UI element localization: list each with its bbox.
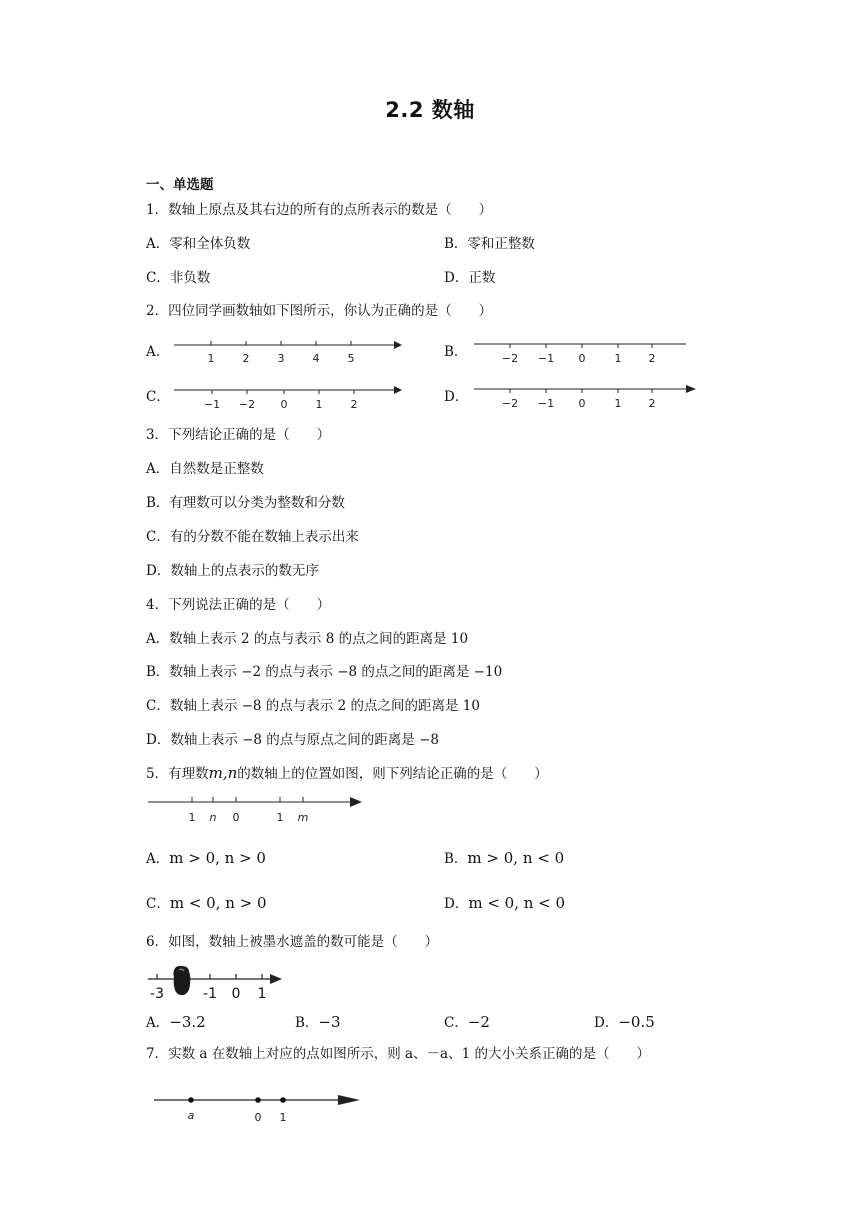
q5-option-d-math: m < 0, n < 0	[468, 894, 566, 912]
q5-option-a-math: m > 0, n > 0	[169, 849, 266, 867]
q2b-tick-label: 1	[614, 352, 622, 365]
q5-number-line	[146, 794, 366, 828]
q1-option-a: A．零和全体负数	[146, 236, 251, 252]
q5-tick-label: m	[297, 811, 309, 824]
q6-option-a-label: A．	[146, 1015, 170, 1031]
q2-number-line-c	[170, 380, 402, 414]
q7-point-zero	[255, 1097, 261, 1103]
q2-option-c: C．	[146, 389, 170, 405]
q2a-tick-label: 1	[207, 352, 215, 365]
q2a-tick-label: 5	[347, 352, 355, 365]
ink-blot-icon	[174, 966, 191, 995]
q4-option-c: C．数轴上表示 −8 的点与表示 2 的点之间的距离是 10	[146, 698, 480, 714]
q2a-tick-label: 3	[277, 352, 285, 365]
q2c-tick-label: 1	[315, 398, 323, 411]
q7-point-a	[188, 1097, 194, 1103]
q2b-tick-label: −1	[537, 352, 555, 365]
q2-number-line-a	[170, 334, 402, 368]
q6-option-d-label: D．	[594, 1015, 619, 1031]
q5-option-d-label: D．	[444, 896, 469, 912]
q2c-tick-label: −1	[203, 398, 221, 411]
q5-tick-label: 1	[276, 811, 284, 824]
q5-option-b	[444, 849, 564, 868]
q6-tick-label: -3	[150, 986, 164, 1002]
q6-option-a-value: −3.2	[169, 1013, 206, 1031]
q6-option-b-value: −3	[318, 1013, 341, 1031]
q3-option-b: B．有理数可以分类为整数和分数	[146, 495, 345, 511]
q5-option-d	[444, 894, 565, 913]
q2c-tick-label: −2	[238, 398, 256, 411]
q3-stem: 3．下列结论正确的是（ ）	[146, 427, 331, 443]
q5-option-c	[146, 894, 267, 913]
q3-option-c: C．有的分数不能在数轴上表示出来	[146, 529, 359, 545]
q2b-tick-label: 2	[648, 352, 656, 365]
q2c-tick-label: 0	[280, 398, 288, 411]
q5-option-a	[146, 849, 266, 868]
q4-option-a: A．数轴上表示 2 的点与表示 8 的点之间的距离是 10	[146, 631, 469, 647]
q2-option-a: A．	[146, 344, 170, 360]
q1-option-d: D．正数	[444, 270, 496, 286]
q6-option-b-label: B．	[295, 1015, 319, 1031]
q5-stem-vars: m,n	[208, 764, 238, 782]
q5-option-a-label: A．	[146, 851, 170, 867]
q5-option-c-label: C．	[146, 896, 170, 912]
section-heading: 一、单选题	[146, 177, 214, 193]
q1-option-c: C．非负数	[146, 270, 211, 286]
q2-stem: 2．四位同学画数轴如下图所示，你认为正确的是（ ）	[146, 303, 493, 319]
q5-stem-pre: 5．有理数	[146, 766, 209, 782]
q6-option-b	[295, 1013, 341, 1032]
q4-option-d: D．数轴上表示 −8 的点与原点之间的距离是 −8	[146, 732, 439, 748]
q5-option-c-math: m < 0, n > 0	[169, 894, 267, 912]
q6-number-line	[146, 962, 286, 1002]
q2c-tick-label: 2	[350, 398, 358, 411]
q5-stem	[146, 764, 548, 783]
page-title: 2.2 数轴	[385, 98, 475, 122]
q6-option-d-value: −0.5	[618, 1013, 655, 1031]
q2-option-d: D．	[444, 389, 469, 405]
q6-option-c-value: −2	[467, 1013, 490, 1031]
q6-option-c	[444, 1013, 490, 1032]
q2-number-line-b	[472, 334, 692, 368]
q2b-tick-label: 0	[578, 352, 586, 365]
q5-option-b-label: B．	[444, 851, 468, 867]
q6-tick-label: 0	[231, 986, 241, 1002]
q7-tick-label: 0	[254, 1111, 262, 1124]
q3-option-d: D．数轴上的点表示的数无序	[146, 563, 319, 579]
q2a-tick-label: 4	[312, 352, 320, 365]
q2-number-line-d	[472, 380, 698, 414]
q5-tick-label: 0	[232, 811, 240, 824]
q2d-tick-label: −1	[537, 397, 555, 410]
q4-option-b: B．数轴上表示 −2 的点与表示 −8 的点之间的距离是 −10	[146, 664, 503, 680]
q5-stem-post: 的数轴上的位置如图，则下列结论正确的是（ ）	[237, 766, 548, 782]
q2a-tick-label: 2	[242, 352, 250, 365]
q1-option-b: B．零和正整数	[444, 236, 535, 252]
q6-option-c-label: C．	[444, 1015, 468, 1031]
q6-tick-label: -1	[203, 986, 217, 1002]
q6-tick-label: 1	[257, 986, 267, 1002]
q5-option-b-math: m > 0, n < 0	[467, 849, 565, 867]
q2-option-b: B．	[444, 344, 468, 360]
q4-stem: 4．下列说法正确的是（ ）	[146, 597, 331, 613]
q2d-tick-label: −2	[501, 397, 519, 410]
q7-stem: 7．实数 a 在数轴上对应的点如图所示，则 a、－a、1 的大小关系正确的是（ ）	[146, 1046, 650, 1062]
q6-option-a	[146, 1013, 206, 1032]
q6-stem: 6．如图，数轴上被墨水遮盖的数可能是（ ）	[146, 934, 439, 950]
q5-tick-label: 1	[188, 811, 196, 824]
q7-number-line	[150, 1090, 364, 1126]
q3-option-a: A．自然数是正整数	[146, 461, 264, 477]
q2d-tick-label: 1	[614, 397, 622, 410]
q5-tick-label: n	[209, 811, 217, 824]
q7-tick-label: a	[187, 1109, 195, 1122]
q1-stem: 1．数轴上原点及其右边的所有的点所表示的数是（ ）	[146, 202, 493, 218]
q2d-tick-label: 2	[648, 397, 656, 410]
q2d-tick-label: 0	[578, 397, 586, 410]
q7-point-one	[280, 1097, 286, 1103]
q2b-tick-label: −2	[501, 352, 519, 365]
q7-tick-label: 1	[279, 1111, 287, 1124]
q6-option-d	[594, 1013, 655, 1032]
